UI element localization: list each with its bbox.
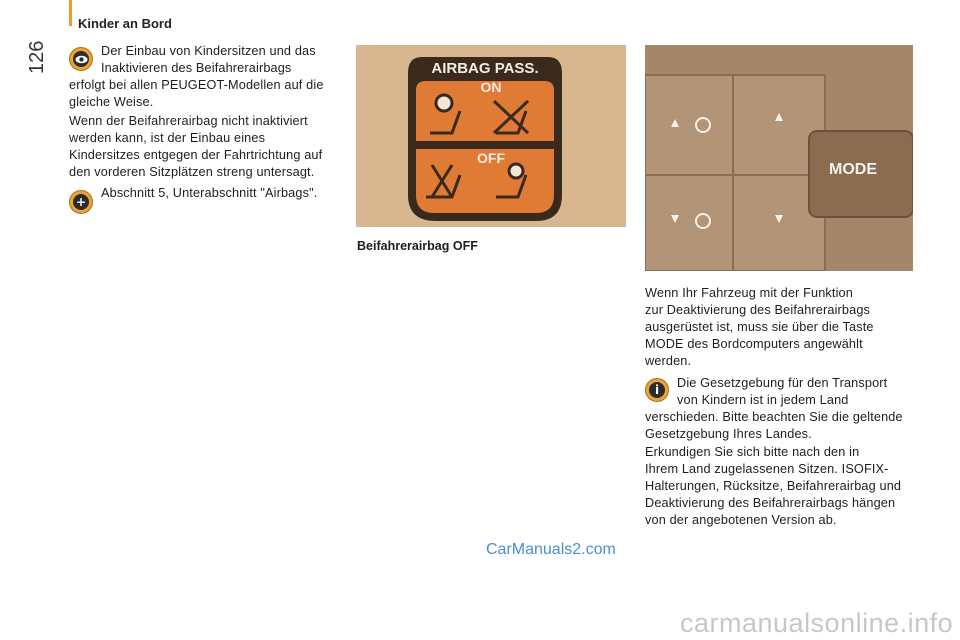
right-para3-line-5: von der angebotenen Version ab. — [645, 513, 837, 527]
airbag-on-label: ON — [480, 79, 502, 95]
mode-button-image — [645, 45, 913, 271]
watermark-carmanuals2[interactable]: CarManuals2.com — [486, 541, 616, 558]
right-para3-line-2: Ihrem Land zugelassenen Sitzen. ISOFIX- — [645, 462, 889, 476]
page-number: 126 — [26, 40, 48, 74]
right-para1-line-3: ausgerüstet ist, muss sie über die Taste — [645, 320, 874, 334]
eye-icon — [69, 47, 93, 71]
airbag-indicator-image — [356, 45, 626, 227]
section-title: Kinder an Bord — [78, 16, 172, 31]
note-line-2: Inaktivieren des Beifahrerairbags — [101, 61, 292, 75]
reference-text: Abschnitt 5, Unterabschnitt "Airbags". — [101, 186, 318, 200]
airbag-panel-title: AIRBAG PASS. — [431, 60, 539, 77]
right-para3-line-4: Deaktivierung des Beifahrerairbags hängen — [645, 496, 896, 510]
right-para3-line-3: Halterungen, Rücksitze, Beifahrerairbag und — [645, 479, 902, 493]
airbag-off-label: OFF — [477, 150, 505, 166]
info-line-4: Gesetzgebung Ihres Landes. — [645, 427, 812, 441]
header-accent-bar — [69, 0, 72, 26]
info-line-1: Die Gesetzgebung für den Transport — [677, 376, 888, 390]
warning-line-3: Kindersitzes entgegen der Fahrtrichtung auf — [69, 148, 323, 162]
note-line-1: Der Einbau von Kindersitzen und das — [101, 44, 316, 58]
plus-icon: + — [69, 190, 93, 214]
warning-line-4: den vorderen Sitzplätzen streng untersagt. — [69, 165, 315, 179]
right-para1-line-5: werden. — [645, 354, 692, 368]
right-para1-line-4: MODE des Bordcomputers angewählt — [645, 337, 863, 351]
right-para1-line-1: Wenn Ihr Fahrzeug mit der Funktion — [645, 286, 853, 300]
image-caption: Beifahrerairbag OFF — [357, 239, 478, 253]
warning-line-2: werden kann, ist der Einbau eines — [69, 131, 266, 145]
watermark-carmanualsonline[interactable]: carmanualsonline.info — [680, 608, 954, 638]
mode-label: MODE — [829, 161, 877, 178]
info-line-3: verschieden. Bitte beachten Sie die geltende — [645, 410, 903, 424]
right-para1-line-2: zur Deaktivierung des Beifahrerairbags — [645, 303, 871, 317]
info-line-2: von Kindern ist in jedem Land — [677, 393, 849, 407]
warning-line-1: Wenn der Beifahrerairbag nicht inaktiviert — [69, 114, 308, 128]
right-para3-line-1: Erkundigen Sie sich bitte nach den in — [645, 445, 860, 459]
info-icon: i — [645, 378, 669, 402]
note-line-4: gleiche Weise. — [69, 95, 154, 109]
note-line-3: erfolgt bei allen PEUGEOT-Modellen auf die — [69, 78, 324, 92]
